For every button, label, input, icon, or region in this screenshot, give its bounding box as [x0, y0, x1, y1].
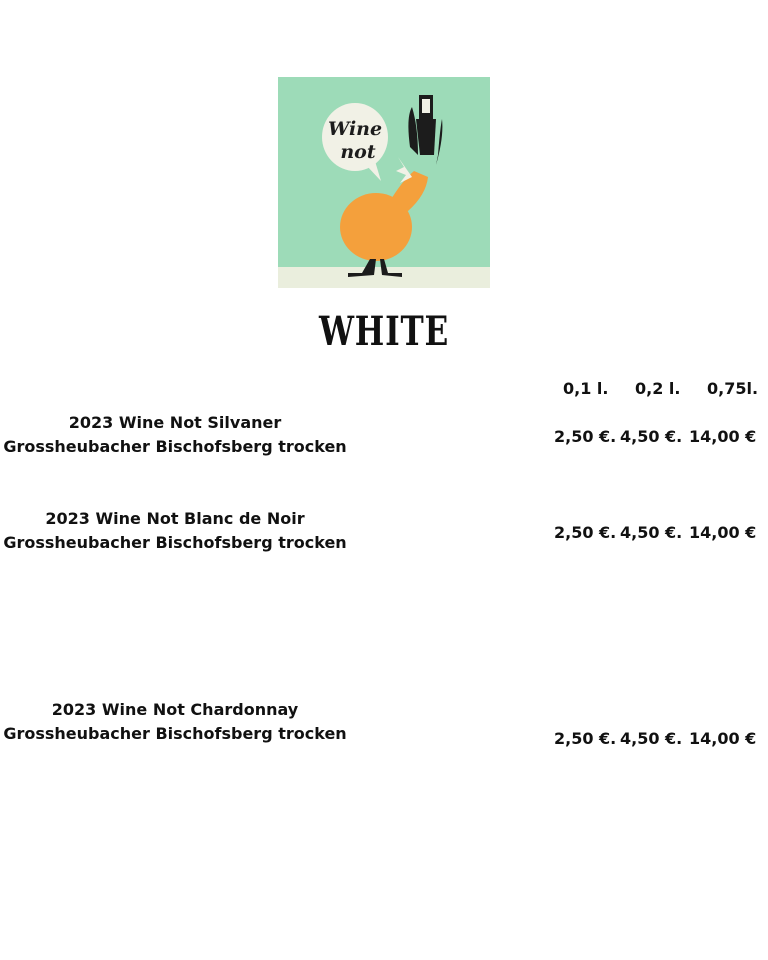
wine-silvaner-name	[0, 411, 350, 459]
price-chardonnay-0-2l: 4,50 €.	[620, 729, 683, 748]
wine-name-line: 2023 Wine Not Silvaner	[68, 413, 282, 432]
wine-not-logo	[278, 77, 490, 288]
wine-name-line: 2023 Wine Not Chardonnay	[51, 700, 299, 719]
wine-origin-line: Grossheubacher Bischofsberg trocken	[3, 724, 347, 743]
price-blanc-de-noir-0-2l: 4,50 €.	[620, 523, 683, 542]
wine-origin-line: Grossheubacher Bischofsberg trocken	[3, 437, 347, 456]
logo-text-wine: Wine	[327, 118, 383, 140]
section-title: WHITE	[318, 308, 450, 355]
price-silvaner-0-75l: 14,00 €	[689, 427, 757, 446]
price-blanc-de-noir-0-1l: 2,50 €.	[554, 523, 617, 542]
wine-chardonnay-name	[0, 698, 350, 746]
price-silvaner-0-2l: 4,50 €.	[620, 427, 683, 446]
wine-blanc-de-noir-name	[0, 507, 350, 555]
column-header-0-2l: 0,2 l.	[635, 379, 681, 398]
price-silvaner-0-1l: 2,50 €.	[554, 427, 617, 446]
price-blanc-de-noir-0-75l: 14,00 €	[689, 523, 757, 542]
logo-text-not: not	[340, 141, 376, 163]
column-header-0-75l: 0,75l.	[707, 379, 759, 398]
wine-name-line: 2023 Wine Not Blanc de Noir	[45, 509, 305, 528]
wine-origin-line: Grossheubacher Bischofsberg trocken	[3, 533, 347, 552]
column-header-0-1l: 0,1 l.	[563, 379, 609, 398]
price-chardonnay-0-1l: 2,50 €.	[554, 729, 617, 748]
price-chardonnay-0-75l: 14,00 €	[689, 729, 757, 748]
